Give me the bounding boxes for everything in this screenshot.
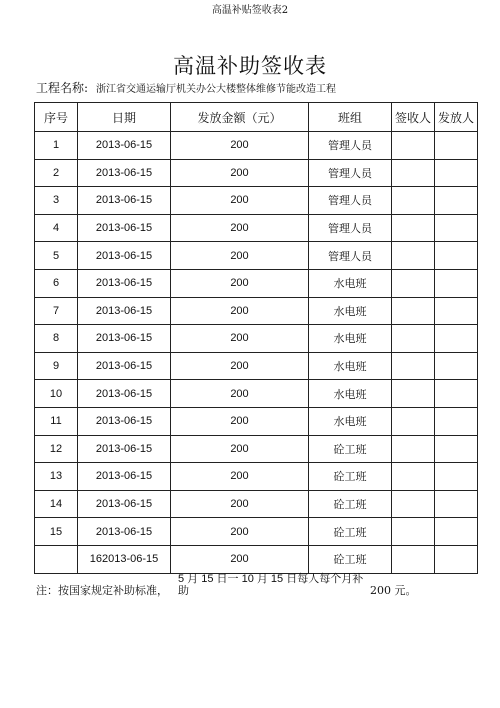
table-row — [35, 242, 478, 270]
table-row — [35, 380, 478, 408]
cell-team: 砼工班 — [309, 435, 392, 463]
cell-issuer — [435, 325, 478, 353]
note-amount: 200 元。 — [370, 584, 417, 597]
cell-team: 砼工班 — [309, 545, 392, 573]
cell-issuer — [435, 297, 478, 325]
table-row — [35, 545, 478, 573]
cell-amount: 200 — [171, 463, 309, 491]
cell-date: 2013-06-15 — [78, 407, 171, 435]
cell-issuer — [435, 435, 478, 463]
cell-issuer — [435, 490, 478, 518]
cell-amount: 200 — [171, 297, 309, 325]
cell-date: 2013-06-15 — [78, 214, 171, 242]
table-row — [35, 187, 478, 215]
cell-date: 2013-06-15 — [78, 242, 171, 270]
table-row — [35, 132, 478, 160]
cell-team: 管理人员 — [309, 242, 392, 270]
table-header-row — [35, 103, 478, 132]
cell-recipient — [392, 463, 435, 491]
signoff-table — [34, 102, 478, 574]
cell-date: 2013-06-15 — [78, 490, 171, 518]
cell-recipient — [392, 269, 435, 297]
note-period: 5 月 15 日一 10 月 15 日每人每个月补 — [178, 573, 364, 585]
cell-amount: 200 — [171, 380, 309, 408]
table-row — [35, 518, 478, 546]
cell-no: 9 — [35, 352, 78, 380]
cell-amount: 200 — [171, 159, 309, 187]
cell-no: 8 — [35, 325, 78, 353]
cell-recipient — [392, 242, 435, 270]
cell-no: 3 — [35, 187, 78, 215]
cell-issuer — [435, 407, 478, 435]
cell-recipient — [392, 435, 435, 463]
cell-date: 162013-06-15 — [78, 545, 171, 573]
cell-amount: 200 — [171, 187, 309, 215]
cell-no: 11 — [35, 407, 78, 435]
cell-team: 砼工班 — [309, 518, 392, 546]
table-row — [35, 407, 478, 435]
cell-no — [35, 545, 78, 573]
table-row — [35, 463, 478, 491]
note-prefix: 注：按国家规定补助标准， — [36, 584, 168, 597]
cell-recipient — [392, 214, 435, 242]
header-team: 班组 — [309, 103, 392, 132]
cell-issuer — [435, 352, 478, 380]
cell-no: 7 — [35, 297, 78, 325]
cell-no: 12 — [35, 435, 78, 463]
note-subsidy: 助 — [178, 584, 189, 597]
cell-team: 水电班 — [309, 407, 392, 435]
cell-issuer — [435, 242, 478, 270]
cell-no: 13 — [35, 463, 78, 491]
cell-amount: 200 — [171, 325, 309, 353]
cell-issuer — [435, 463, 478, 491]
table-row — [35, 269, 478, 297]
table-row — [35, 214, 478, 242]
cell-team: 水电班 — [309, 352, 392, 380]
project-line — [36, 79, 336, 96]
cell-team: 水电班 — [309, 297, 392, 325]
cell-recipient — [392, 545, 435, 573]
cell-amount: 200 — [171, 518, 309, 546]
cell-issuer — [435, 159, 478, 187]
cell-no: 10 — [35, 380, 78, 408]
cell-recipient — [392, 187, 435, 215]
cell-recipient — [392, 159, 435, 187]
cell-recipient — [392, 380, 435, 408]
header-date: 日期 — [78, 103, 171, 132]
header-issuer: 发放人 — [435, 103, 478, 132]
cell-team: 管理人员 — [309, 214, 392, 242]
table-row — [35, 325, 478, 353]
table-row — [35, 352, 478, 380]
cell-date: 2013-06-15 — [78, 297, 171, 325]
cell-issuer — [435, 187, 478, 215]
cell-no: 2 — [35, 159, 78, 187]
cell-team: 水电班 — [309, 380, 392, 408]
cell-date: 2013-06-15 — [78, 325, 171, 353]
cell-team: 水电班 — [309, 325, 392, 353]
cell-date: 2013-06-15 — [78, 159, 171, 187]
cell-team: 砼工班 — [309, 490, 392, 518]
cell-recipient — [392, 297, 435, 325]
cell-amount: 200 — [171, 132, 309, 160]
cell-issuer — [435, 518, 478, 546]
table-row — [35, 159, 478, 187]
table-row — [35, 297, 478, 325]
cell-recipient — [392, 490, 435, 518]
cell-recipient — [392, 518, 435, 546]
table-body — [35, 132, 478, 574]
cell-team: 管理人员 — [309, 132, 392, 160]
cell-team: 管理人员 — [309, 187, 392, 215]
cell-recipient — [392, 407, 435, 435]
page-title: 高温补助签收表 — [173, 54, 327, 78]
cell-amount: 200 — [171, 545, 309, 573]
cell-team: 管理人员 — [309, 159, 392, 187]
cell-no: 5 — [35, 242, 78, 270]
project-name: 浙江省交通运输厅机关办公大楼整体维修节能改造工程 — [96, 84, 337, 95]
cell-recipient — [392, 132, 435, 160]
cell-date: 2013-06-15 — [78, 269, 171, 297]
table-row — [35, 435, 478, 463]
cell-amount: 200 — [171, 435, 309, 463]
cell-date: 2013-06-15 — [78, 435, 171, 463]
page-header: 高温补贴签收表2 — [211, 5, 289, 16]
cell-no: 14 — [35, 490, 78, 518]
cell-no: 6 — [35, 269, 78, 297]
cell-date: 2013-06-15 — [78, 463, 171, 491]
cell-date: 2013-06-15 — [78, 380, 171, 408]
header-amount: 发放金额（元） — [171, 103, 309, 132]
cell-no: 1 — [35, 132, 78, 160]
cell-amount: 200 — [171, 269, 309, 297]
cell-date: 2013-06-15 — [78, 352, 171, 380]
cell-issuer — [435, 269, 478, 297]
project-label: 工程名称: — [36, 81, 89, 95]
cell-date: 2013-06-15 — [78, 518, 171, 546]
table-row — [35, 490, 478, 518]
cell-amount: 200 — [171, 214, 309, 242]
cell-issuer — [435, 132, 478, 160]
cell-amount: 200 — [171, 242, 309, 270]
cell-issuer — [435, 545, 478, 573]
header-recipient: 签收人 — [392, 103, 435, 132]
cell-date: 2013-06-15 — [78, 187, 171, 215]
cell-amount: 200 — [171, 490, 309, 518]
header-no: 序号 — [35, 103, 78, 132]
cell-no: 4 — [35, 214, 78, 242]
cell-date: 2013-06-15 — [78, 132, 171, 160]
cell-amount: 200 — [171, 407, 309, 435]
cell-issuer — [435, 214, 478, 242]
cell-team: 水电班 — [309, 269, 392, 297]
cell-amount: 200 — [171, 352, 309, 380]
cell-recipient — [392, 325, 435, 353]
cell-team: 砼工班 — [309, 463, 392, 491]
cell-no: 15 — [35, 518, 78, 546]
cell-issuer — [435, 380, 478, 408]
cell-recipient — [392, 352, 435, 380]
